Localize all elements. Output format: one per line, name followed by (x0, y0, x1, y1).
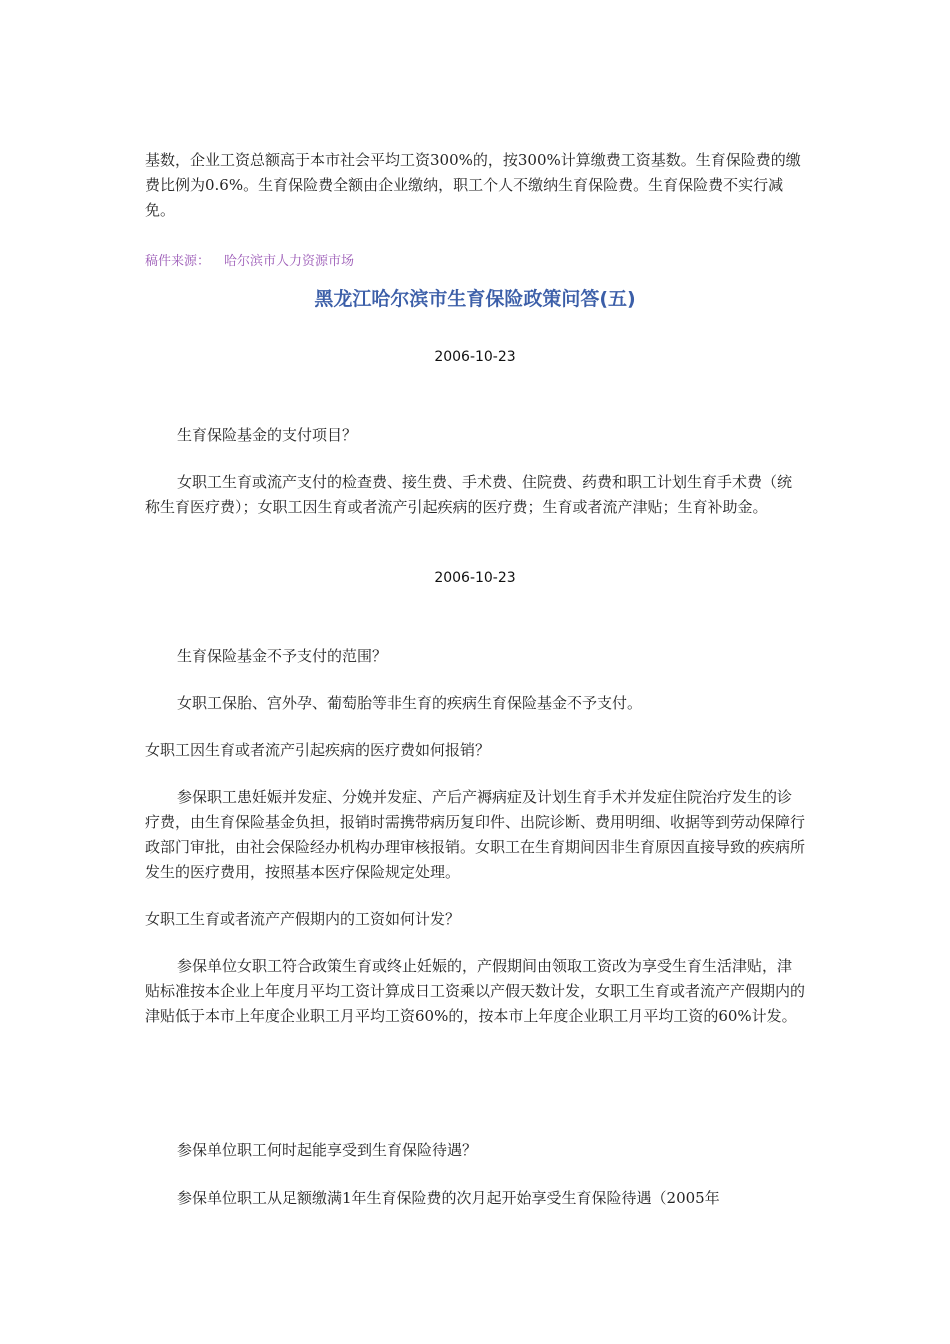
article-title: 黑龙江哈尔滨市生育保险政策问答(五) (314, 288, 636, 310)
question-2: 生育保险基金不予支付的范围？ (177, 647, 388, 665)
question-5: 参保单位职工何时起能享受到生育保险待遇？ (177, 1141, 478, 1159)
publish-date: 2006-10-23 (434, 349, 516, 365)
source-line (145, 250, 354, 269)
answer-4: 参保单位女职工符合政策生育或终止妊娠的，产假期间由领取工资改为享受生育生活津贴，津贴标准按本企业上年度月平均工资计算成日工资乘以产假天数计发，女职工生育或者流产产假期内的津贴低于本市上年度企业职工月平均工资60%的，按本市上年度企业职工月平均工资的60%计发。 (145, 957, 806, 1025)
source-value: 哈尔滨市人力资源市场 (224, 254, 355, 269)
answer-1: 女职工生育或流产支付的检查费、接生费、手术费、住院费、药费和职工计划生育手术费（统称生育医疗费）；女职工因生育或者流产引起疾病的医疗费；生育或者流产津贴；生育补助金。 (145, 473, 793, 516)
question-4: 女职工生育或者流产产假期内的工资如何计发？ (145, 910, 461, 928)
answer-5: 参保单位职工从足额缴满1年生育保险费的次月起开始享受生育保险待遇（2005年 (177, 1189, 720, 1207)
question-1: 生育保险基金的支付项目？ (177, 426, 358, 444)
answer-3: 参保职工患妊娠并发症、分娩并发症、产后产褥病症及计划生育手术并发症住院治疗发生的诊疗费，由生育保险基金负担，报销时需携带病历复印件、出院诊断、费用明细、收据等到劳动保障行政部门审批，由社会保险经办机构办理审核报销。女职工在生育期间因非生育原因直接导致的疾病所发生的医疗费用，按照基本医疗保险规定处理。 (145, 788, 806, 881)
intro-paragraph: 基数，企业工资总额高于本市社会平均工资300%的，按300%计算缴费工资基数。生育保险费的缴费比例为0.6%。生育保险费全额由企业缴纳，职工个人不缴纳生育保险费。生育保险费不实行减免。 (145, 151, 801, 219)
answer-2: 女职工保胎、宫外孕、葡萄胎等非生育的疾病生育保险基金不予支付。 (177, 694, 643, 712)
question-3: 女职工因生育或者流产引起疾病的医疗费如何报销？ (145, 741, 491, 759)
publish-date-2: 2006-10-23 (434, 570, 516, 586)
source-label: 稿件来源： (145, 254, 211, 269)
